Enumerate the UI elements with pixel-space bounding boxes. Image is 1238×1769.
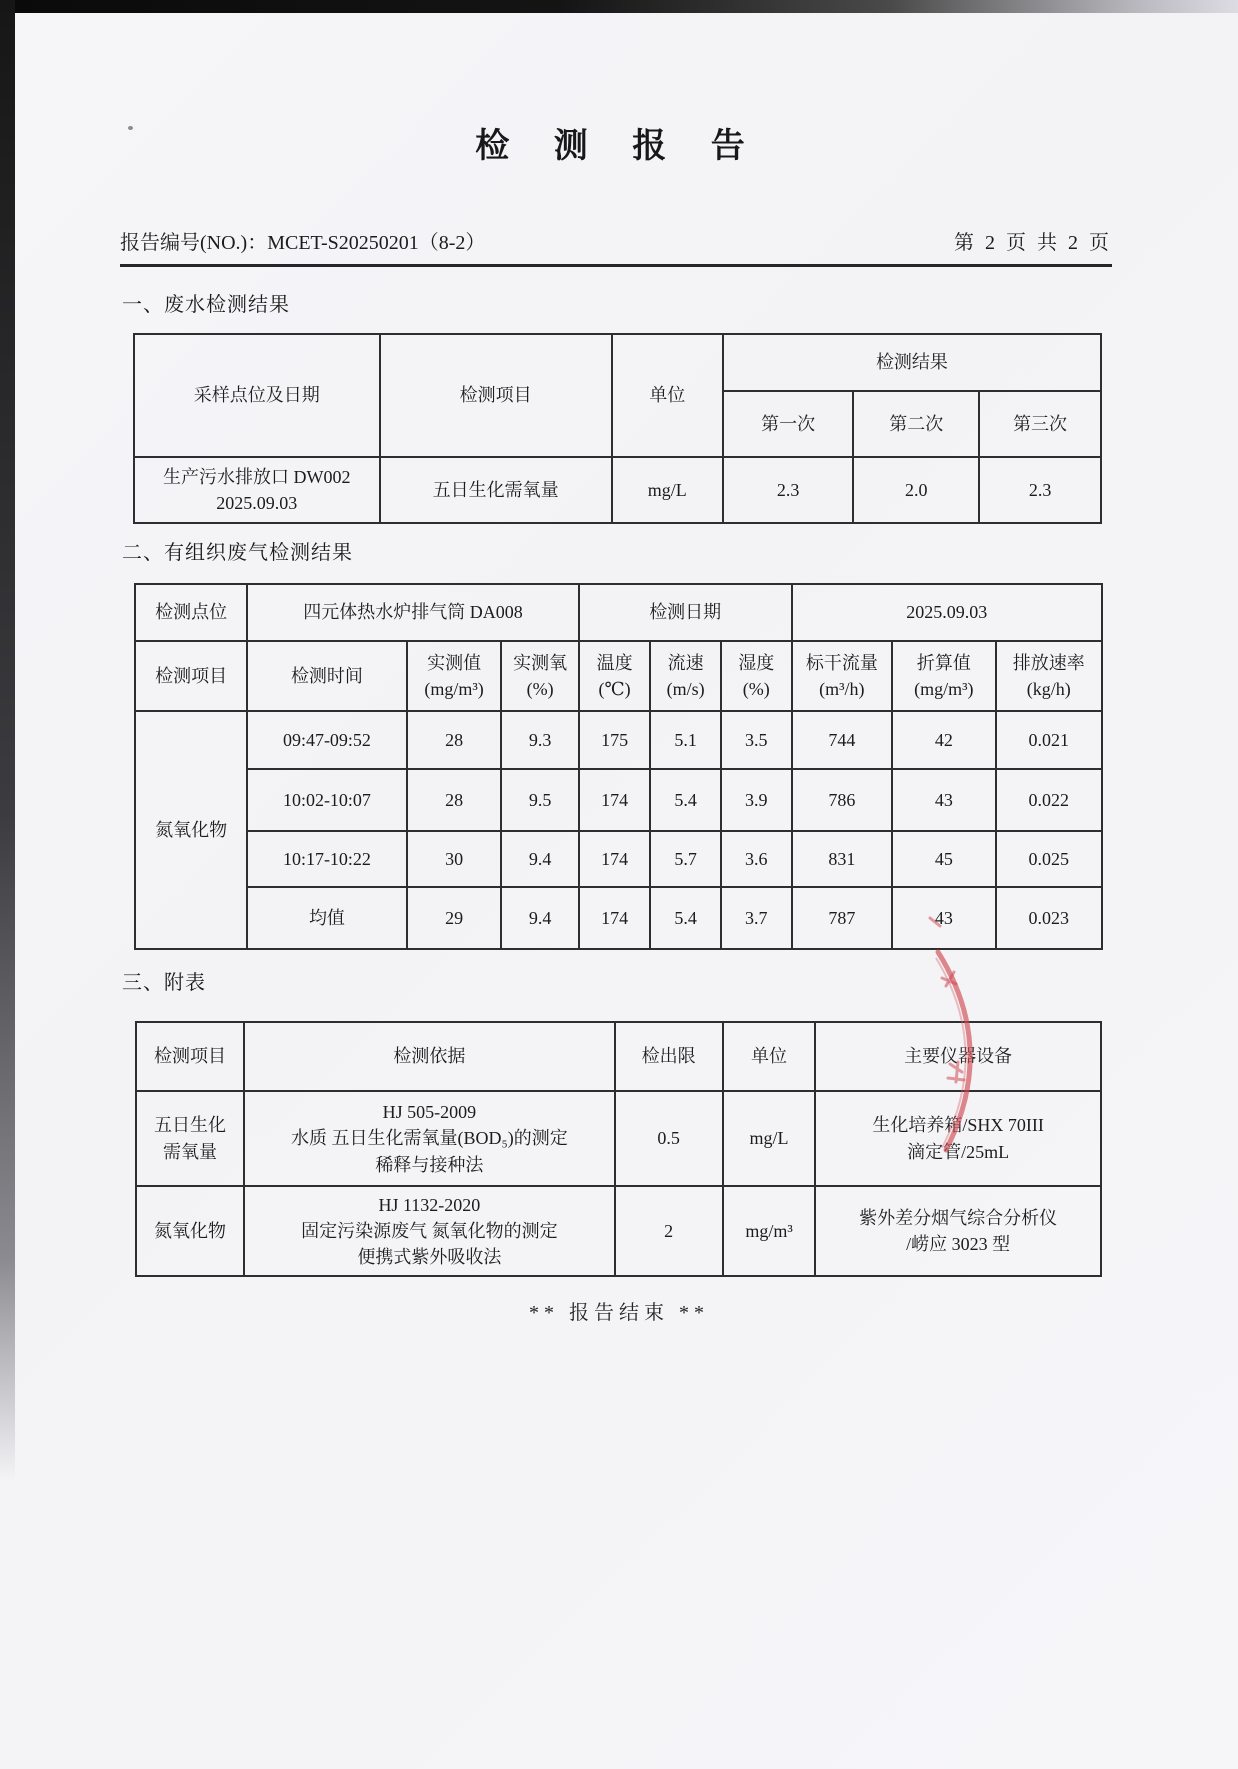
- result-run2: 2.0: [853, 457, 979, 523]
- pollutant-name-cell: 氮氧化物: [135, 711, 247, 949]
- header-name: 标干流量: [805, 652, 878, 673]
- value-cell: 0.023: [996, 887, 1102, 949]
- basis-line: 便携式紫外吸收法: [357, 1247, 502, 1268]
- table-row: [134, 457, 1101, 523]
- unit-cell: mg/L: [612, 457, 723, 523]
- header-unit: (mg/m³): [424, 679, 484, 699]
- col-header-run2: 第二次: [853, 391, 979, 457]
- item-line: 需氧量: [163, 1141, 218, 1162]
- header-unit: (m³/h): [819, 679, 865, 699]
- limit-cell: 2: [615, 1186, 723, 1276]
- table-row-average: [135, 887, 1102, 949]
- unit-cell: mg/m³: [723, 1186, 816, 1276]
- header-name: 排放速率: [1012, 652, 1085, 673]
- instrument-line: 紫外差分烟气综合分析仪: [859, 1207, 1058, 1228]
- appendix-table: [135, 1021, 1102, 1277]
- instrument-line: /崂应 3023 型: [906, 1234, 1011, 1254]
- header-unit: (%): [526, 679, 554, 699]
- item-cell: 五日生化需氧量: [380, 457, 612, 523]
- time-cell: 10:02-10:07: [247, 769, 407, 831]
- basis-line: HJ 505-2009: [382, 1102, 477, 1123]
- value-cell: 9.3: [501, 711, 578, 769]
- col-header-results: 检测结果: [723, 334, 1101, 391]
- header-unit: (m/s): [666, 679, 705, 699]
- table-header-row: [136, 1022, 1101, 1091]
- value-cell: 29: [407, 887, 502, 949]
- value-cell: 3.7: [721, 887, 792, 949]
- header-unit: (mg/m³): [914, 679, 974, 699]
- value-cell: 3.6: [721, 831, 792, 887]
- table-row: [135, 711, 1102, 769]
- report-number-label: 报告编号(NO.)：: [120, 232, 268, 254]
- page-title: 检 测 报 告: [475, 128, 763, 165]
- scan-edge-top: [0, 0, 1238, 13]
- result-run3: 2.3: [979, 457, 1101, 523]
- basis-line: 水质 五日生化需氧量(BOD₅)的测定: [290, 1128, 568, 1149]
- value-cell: 787: [792, 887, 893, 949]
- value-cell: 28: [407, 769, 502, 831]
- col-header-converted: [892, 641, 995, 711]
- section-1-heading: 一、废水检测结果: [122, 294, 290, 316]
- exhaust-gas-table: [134, 583, 1103, 950]
- value-cell: 30: [407, 831, 502, 887]
- meta-point-label: 检测点位: [135, 584, 247, 641]
- value-cell: 5.4: [650, 887, 721, 949]
- value-cell: 831: [792, 831, 893, 887]
- value-cell: 9.4: [501, 831, 578, 887]
- scan-edge-left: [0, 0, 15, 1480]
- meta-point-value: 四元体热水炉排气筒 DA008: [247, 584, 579, 641]
- basis-line: HJ 1132-2020: [378, 1194, 481, 1215]
- table-row: [135, 769, 1102, 831]
- header-name: 实测氧: [513, 652, 568, 673]
- section-3-heading: 三、附表: [122, 972, 206, 994]
- report-header-row: [120, 226, 1112, 267]
- instrument-line: 滴定管/25mL: [907, 1141, 1010, 1162]
- header-name: 实测值: [427, 652, 482, 673]
- table-row: [136, 1091, 1101, 1186]
- col-header-item: 检测项目: [380, 334, 612, 457]
- header-name: 湿度: [738, 652, 775, 673]
- time-cell: 10:17-10:22: [247, 831, 407, 887]
- col-header-instrument: 主要仪器设备: [815, 1022, 1101, 1091]
- col-header-unit: 单位: [612, 334, 723, 457]
- item-line: 氮氧化物: [154, 1220, 227, 1241]
- value-cell: 0.025: [996, 831, 1102, 887]
- time-cell: 均值: [247, 887, 407, 949]
- header-name: 折算值: [916, 652, 971, 673]
- col-header-humidity: [721, 641, 792, 711]
- col-header-basis: 检测依据: [244, 1022, 615, 1091]
- value-cell: 0.021: [996, 711, 1102, 769]
- value-cell: 786: [792, 769, 893, 831]
- value-cell: 174: [579, 831, 651, 887]
- header-unit: (kg/h): [1026, 679, 1071, 699]
- item-line: 五日生化: [154, 1115, 227, 1136]
- col-header-unit: 单位: [723, 1022, 816, 1091]
- header-name: 流速: [667, 652, 704, 673]
- header-unit: (%): [742, 679, 770, 699]
- value-cell: 9.4: [501, 887, 578, 949]
- value-cell: 175: [579, 711, 651, 769]
- value-cell: 5.1: [650, 711, 721, 769]
- col-header-emission-rate: [996, 641, 1102, 711]
- col-header-time: 检测时间: [247, 641, 407, 711]
- report-end-text: ** 报告结束 **: [529, 1302, 709, 1324]
- header-name: 温度: [596, 652, 633, 673]
- basis-cell: [244, 1186, 615, 1276]
- col-header-flow: [792, 641, 893, 711]
- value-cell: 174: [579, 887, 651, 949]
- report-number-value: MCET-S20250201（8-2）: [267, 232, 486, 254]
- value-cell: 3.5: [721, 711, 792, 769]
- col-header-run1: 第一次: [723, 391, 854, 457]
- col-header-item: 检测项目: [136, 1022, 244, 1091]
- basis-line: 稀释与接种法: [375, 1154, 484, 1175]
- limit-cell: 0.5: [615, 1091, 723, 1186]
- col-header-detection-limit: 检出限: [615, 1022, 723, 1091]
- table-header-row: [135, 641, 1102, 711]
- value-cell: 174: [579, 769, 651, 831]
- time-cell: 09:47-09:52: [247, 711, 407, 769]
- page-indicator: 第 2 页 共 2 页: [954, 232, 1112, 254]
- value-cell: 5.4: [650, 769, 721, 831]
- table-row: [136, 1186, 1101, 1276]
- unit-cell: mg/L: [723, 1091, 816, 1186]
- value-cell: 9.5: [501, 769, 578, 831]
- value-cell: 43: [892, 769, 995, 831]
- meta-date-label: 检测日期: [579, 584, 792, 641]
- table-row: [135, 831, 1102, 887]
- header-unit: (℃): [598, 679, 631, 699]
- section-2-heading: 二、有组织废气检测结果: [122, 542, 353, 564]
- value-cell: 43: [892, 887, 995, 949]
- instrument-line: 生化培养箱/SHX 70III: [872, 1115, 1044, 1136]
- value-cell: 28: [407, 711, 502, 769]
- basis-cell: [244, 1091, 615, 1186]
- value-cell: 744: [792, 711, 893, 769]
- wastewater-table: [133, 333, 1102, 524]
- value-cell: 45: [892, 831, 995, 887]
- col-header-sampling-point: 采样点位及日期: [134, 334, 380, 457]
- value-cell: 0.022: [996, 769, 1102, 831]
- item-cell: [136, 1186, 244, 1276]
- table-row: [135, 584, 1102, 641]
- col-header-run3: 第三次: [979, 391, 1101, 457]
- value-cell: 5.7: [650, 831, 721, 887]
- result-run1: 2.3: [723, 457, 854, 523]
- report-number: [120, 226, 485, 255]
- col-header-item: 检测项目: [135, 641, 247, 711]
- sampling-point-name: 生产污水排放口 DW002: [163, 466, 351, 487]
- value-cell: 42: [892, 711, 995, 769]
- col-header-measured: [407, 641, 502, 711]
- value-cell: 3.9: [721, 769, 792, 831]
- instrument-cell: [815, 1186, 1101, 1276]
- sampling-point-cell: [134, 457, 380, 523]
- instrument-cell: [815, 1091, 1101, 1186]
- col-header-velocity: [650, 641, 721, 711]
- col-header-temperature: [579, 641, 651, 711]
- sampling-date: 2025.09.03: [216, 493, 298, 513]
- meta-date-value: 2025.09.03: [792, 584, 1102, 641]
- basis-line: 固定污染源废气 氮氧化物的测定: [301, 1220, 558, 1241]
- col-header-oxygen: [501, 641, 578, 711]
- item-cell: [136, 1091, 244, 1186]
